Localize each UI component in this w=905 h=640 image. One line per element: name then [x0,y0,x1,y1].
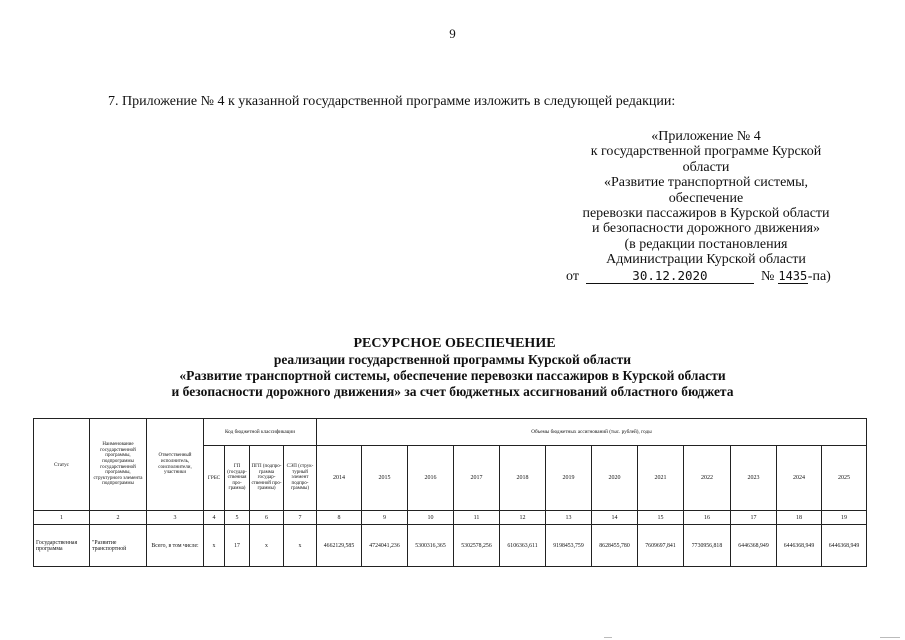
column-number: 13 [546,511,592,525]
row-value: 4662129,585 [317,525,362,567]
header-year: 2022 [684,446,731,511]
column-number: 15 [638,511,684,525]
title-line-4: и безопасности дорожного движения» за счет бюджетных ассигнований областного бюджета [171,384,734,399]
header-budget-code: Код бюджетной классификации [204,419,317,446]
scan-artifact [604,637,612,638]
column-number: 12 [500,511,546,525]
header-year: 2021 [638,446,684,511]
appendix-line: (в редакции постановления [624,236,788,252]
column-number: 16 [684,511,731,525]
column-number: 17 [731,511,777,525]
resource-table [33,418,867,567]
header-year: 2015 [362,446,408,511]
row-value: 7730956,818 [684,525,731,567]
column-number: 5 [225,511,250,525]
header-year: 2020 [592,446,638,511]
row-value: 5300316,365 [408,525,454,567]
appendix-line: перевозки пассажиров в Курской области [582,206,830,222]
header-sep: СЭП (струк-турный элемент подпро-граммы) [284,446,317,511]
appendix-line: «Приложение № 4 [651,129,761,144]
column-number: 3 [147,511,204,525]
row-value: 7609697,841 [638,525,684,567]
column-number: 8 [317,511,362,525]
row-value: 8628455,780 [592,525,638,567]
appendix-line: области [682,159,730,175]
header-gp: ГП (государ-ственная про-грамма) [225,446,250,511]
title-line-3: «Развитие транспортной системы, обеспечение перевозки пассажиров в Курской области [179,368,726,383]
header-name: Наименование государственной программы, подпрограммы государственной программы, структурного элемента подпрограммы [90,419,147,511]
header-pgp: ПГП (подпро-грамма государ-ственной про-граммы) [250,446,284,511]
number-suffix: -па) [807,268,831,284]
header-year: 2017 [454,446,500,511]
header-grbs: ГРБС [204,446,225,511]
column-number: 2 [90,511,147,525]
row-value: 6446368,949 [731,525,777,567]
row-sep: х [284,525,317,567]
column-number: 1 [34,511,90,525]
resolution-date-line [560,269,852,284]
header-year: 2016 [408,446,454,511]
column-number: 14 [592,511,638,525]
page-number: 9 [449,26,456,41]
header-year: 2019 [546,446,592,511]
column-number: 9 [362,511,408,525]
row-value: 6106363,611 [500,525,546,567]
row-value: 4724041,236 [362,525,408,567]
number-prefix: № [760,268,775,284]
row-gp: 17 [225,525,250,567]
appendix-line: Администрации Курской области [606,252,806,268]
header-year: 2023 [731,446,777,511]
row-name: "Развитие транспортной [90,525,147,567]
table-row [34,525,867,567]
title-line-2: реализации государственной программы Курской области [273,352,632,367]
appendix-line: и безопасности дорожного движения» [591,221,821,237]
header-year: 2025 [822,446,867,511]
appendix-line: «Развитие транспортной системы, [603,175,809,191]
appendix-line: обеспечение [668,190,744,206]
row-grbs: х [204,525,225,567]
row-value: 5302578,256 [454,525,500,567]
column-number: 11 [454,511,500,525]
scan-artifact [880,637,900,638]
document-title [0,336,905,400]
row-pgp: х [250,525,284,567]
column-number: 7 [284,511,317,525]
column-number: 10 [408,511,454,525]
header-executor: Ответственный исполнитель, соисполнители, участники [147,419,204,511]
row-value: 9198453,759 [546,525,592,567]
column-number: 4 [204,511,225,525]
row-value: 6446368,949 [822,525,867,567]
header-year: 2024 [777,446,822,511]
column-number: 19 [822,511,867,525]
appendix-header [560,129,852,284]
row-executor: Всего, в том числе: [147,525,204,567]
column-number: 18 [777,511,822,525]
row-value: 6446368,949 [777,525,822,567]
title-line-1: РЕСУРСНОЕ ОБЕСПЕЧЕНИЕ [353,336,556,351]
resolution-number: 1435 [778,268,808,283]
date-prefix: от [566,268,579,284]
resolution-date: 30.12.2020 [586,269,754,284]
amendment-item-text: 7. Приложение № 4 к указанной государственной программе изложить в следующей редакции: [108,94,676,109]
column-number: 6 [250,511,284,525]
header-year: 2014 [317,446,362,511]
header-volumes: Объемы бюджетных ассигнований (тыс. рублей), годы [317,419,867,446]
appendix-line: к государственной программе Курской [590,144,822,160]
row-status: Государственная программа [34,525,90,567]
header-status: Статус [34,419,90,511]
column-number-row [34,511,867,525]
header-year: 2018 [500,446,546,511]
